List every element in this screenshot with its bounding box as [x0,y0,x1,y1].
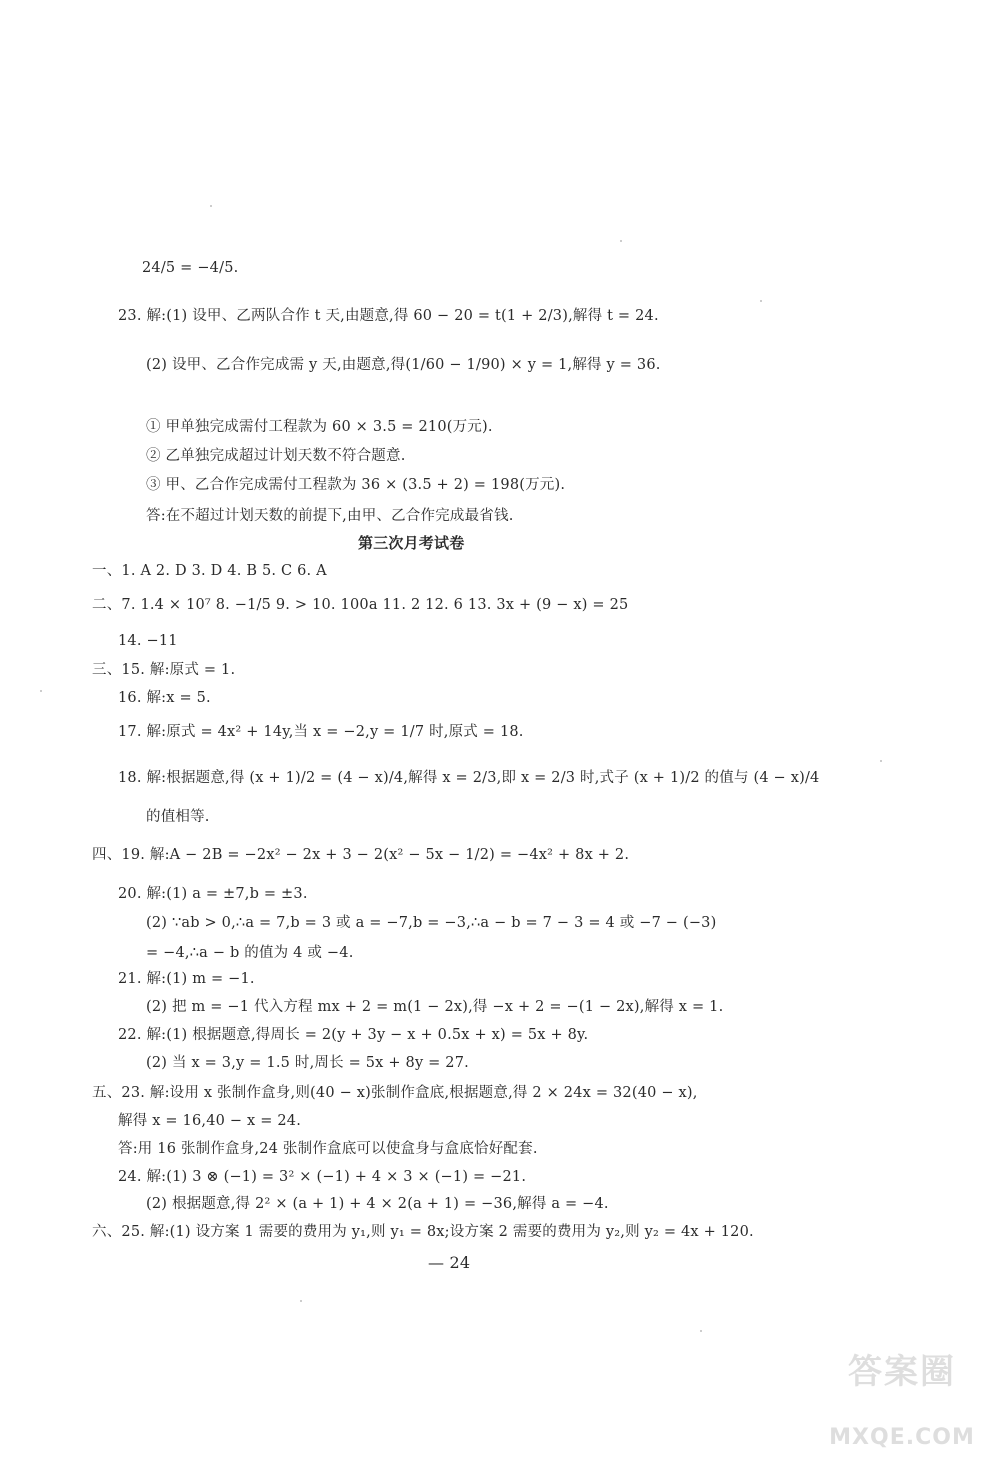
text-line: ① 甲单独完成需付工程款为 60 × 3.5 = 210(万元). [146,419,493,435]
section-title: 第三次月考试卷 [358,534,465,552]
watermark-top: 答案圈 [848,1352,956,1392]
text-line: 答:用 16 张制作盒身,24 张制作盒底可以使盒身与盒底恰好配套. [118,1141,538,1157]
text-line: 16. 解:x = 5. [118,690,211,706]
text-line: 二、7. 1.4 × 10⁷ 8. −1/5 9. > 10. 100a 11. 2 12. 6 13. 3x + (9 − x) = 25 [92,597,629,613]
text-line: 21. 解:(1) m = −1. [118,971,255,987]
text-line: 五、23. 解:设用 x 张制作盒身,则(40 − x)张制作盒底,根据题意,得 2 × 24x = 32(40 − x), [92,1085,698,1101]
watermark-bottom: MXQE.COM [829,1425,975,1450]
text-line: 24/5 = −4/5. [142,260,239,276]
text-line: ③ 甲、乙合作完成需付工程款为 36 × (3.5 + 2) = 198(万元). [146,477,566,493]
text-line: 解得 x = 16,40 − x = 24. [118,1113,302,1129]
text-line: (2) 根据题意,得 2² × (a + 1) + 4 × 2(a + 1) = −36,解得 a = −4. [146,1196,609,1212]
text-line: 一、1. A 2. D 3. D 4. B 5. C 6. A [92,563,327,579]
text-line: 23. 解:(1) 设甲、乙两队合作 t 天,由题意,得 60 − 20 = t(1 + 2/3),解得 t = 24. [118,308,659,324]
text-line: (2) 当 x = 3,y = 1.5 时,周长 = 5x + 8y = 27. [146,1055,469,1071]
text-line: 24. 解:(1) 3 ⊗ (−1) = 3² × (−1) + 4 × 3 × (−1) = −21. [118,1169,527,1185]
text-line: 20. 解:(1) a = ±7,b = ±3. [118,886,308,902]
text-line: 17. 解:原式 = 4x² + 14y,当 x = −2,y = 1/7 时,原式 = 18. [118,724,524,740]
text-line: 四、19. 解:A − 2B = −2x² − 2x + 3 − 2(x² − 5x − 1/2) = −4x² + 8x + 2. [92,847,630,863]
text-line: 的值相等. [146,809,210,825]
text-line: (2) 设甲、乙合作完成需 y 天,由题意,得(1/60 − 1/90) × y = 1,解得 y = 36. [146,357,661,373]
text-line: (2) 把 m = −1 代入方程 mx + 2 = m(1 − 2x),得 −x + 2 = −(1 − 2x),解得 x = 1. [146,999,724,1015]
text-line: 六、25. 解:(1) 设方案 1 需要的费用为 y₁,则 y₁ = 8x;设方案 2 需要的费用为 y₂,则 y₂ = 4x + 120. [92,1224,754,1240]
text-line: 22. 解:(1) 根据题意,得周长 = 2(y + 3y − x + 0.5x + x) = 5x + 8y. [118,1027,589,1043]
text-line: 三、15. 解:原式 = 1. [92,662,236,678]
page-number: — 24 [428,1253,471,1272]
text-line: ② 乙单独完成超过计划天数不符合题意. [146,448,406,464]
watermark-logo [822,1344,982,1454]
text-line: 答:在不超过计划天数的前提下,由甲、乙合作完成最省钱. [146,508,514,524]
text-line: (2) ∵ab > 0,∴a = 7,b = 3 或 a = −7,b = −3,∴a − b = 7 − 3 = 4 或 −7 − (−3) [146,915,717,931]
text-line: 18. 解:根据题意,得 (x + 1)/2 = (4 − x)/4,解得 x = 2/3,即 x = 2/3 时,式子 (x + 1)/2 的值与 (4 − x)/4 [118,770,820,786]
text-line: = −4,∴a − b 的值为 4 或 −4. [146,945,354,961]
text-line: 14. −11 [118,633,178,649]
